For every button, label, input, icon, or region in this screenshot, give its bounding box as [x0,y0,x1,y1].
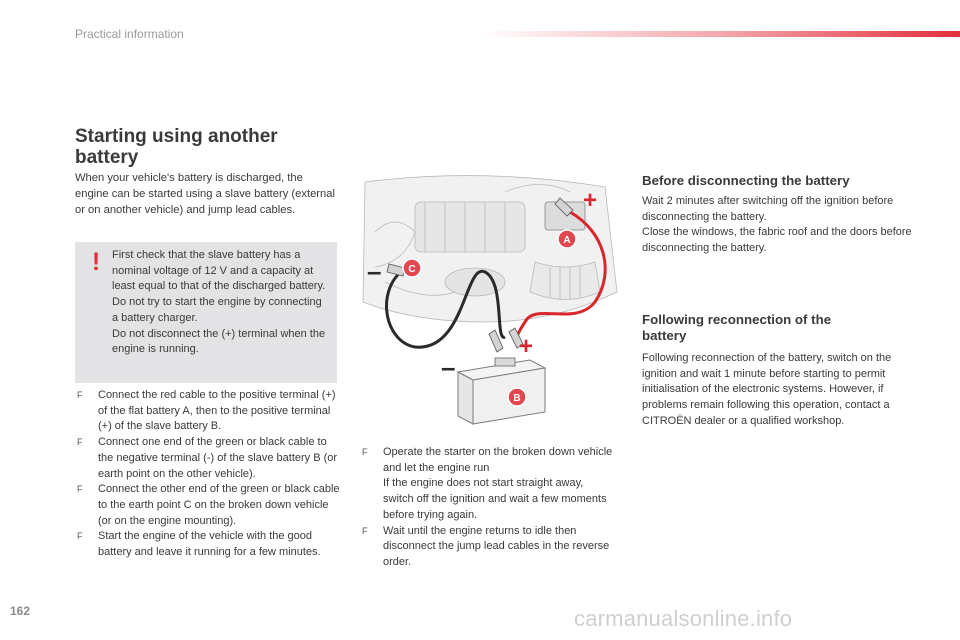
step-item [75,435,340,482]
steps-list-left [75,388,340,561]
step-text: Start the engine of the vehicle with the good battery and leave it running for a few minutes. [98,530,321,559]
plus-sign-icon: + [583,187,598,214]
step-text: Connect one end of the green or black cable to the negative terminal (-) of the slave battery B (or earth point on the other vehicle). [98,436,338,480]
step-item [75,482,340,529]
step-item [75,529,340,560]
page-title: Starting using another battery [75,126,278,168]
step-item [75,388,340,435]
minus-sign-icon: – [367,256,382,286]
header-accent-bar [480,31,960,37]
label-c: C [408,264,416,275]
bullet-icon: F [77,437,83,448]
following-reconnection-text: Following reconnection of the battery, switch on the ignition and wait 1 minute before starting to permit initialisation of the electronic systems. However, if problems remain following this operation, contact a CITROËN dealer or a qualified workshop. [642,352,892,427]
before-disconnecting-text: Wait 2 minutes after switching off the ignition before disconnecting the battery. Close the windows, the fabric roof and the doors before disconnecting the battery. [642,195,912,255]
bullet-icon: F [362,525,368,536]
bullet-icon: F [77,484,83,495]
warning-line: First check that the slave battery has a nominal voltage of 12 V and a capacity at least equal to that of the discharged battery. [112,249,326,293]
step-item [360,445,615,524]
step-text: Connect the red cable to the positive terminal (+) of the flat battery A, then to the positive terminal (+) of the slave battery B. [98,389,336,433]
jump-start-illustration [355,172,623,427]
step-text: Operate the starter on the broken down vehicle and let the engine run If the engine does not start straight away, switch off the ignition and wait a few moments before trying again. [383,446,613,521]
before-disconnecting-title: Before disconnecting the battery [642,173,850,188]
label-a: A [563,235,571,246]
minus-sign-icon: – [441,352,456,382]
exclamation-icon: ! [91,248,101,276]
warning-line: Do not disconnect the (+) terminal when the engine is running. [112,327,326,356]
steps-list-middle [360,445,615,571]
engine-bay-drawing [363,176,617,322]
warning-text [112,248,329,358]
intro-paragraph: When your vehicle's battery is discharged, the engine can be started using a slave battery (external or on another vehicle) and jump lead cables. [75,172,335,216]
step-text: Wait until the engine returns to idle then disconnect the jump lead cables in the reverse order. [383,524,610,568]
page-number: 162 [10,604,31,618]
section-title: Practical information [75,27,184,41]
bullet-icon: F [362,447,368,457]
slave-battery-drawing [458,358,545,424]
warning-box [75,242,337,383]
warning-line: Do not try to start the engine by connecting a battery charger. [112,296,322,324]
step-item [360,524,615,571]
watermark: carmanualsonline.info [574,606,793,631]
bullet-icon: F [77,390,83,400]
bullet-icon: F [77,531,83,542]
step-text: Connect the other end of the green or black cable to the earth point C on the broken down vehicle (or on the engine mounting). [98,483,340,527]
following-reconnection-title: Following reconnection of the battery [642,312,832,343]
plus-sign-icon: + [519,333,534,360]
label-b: B [513,393,521,404]
